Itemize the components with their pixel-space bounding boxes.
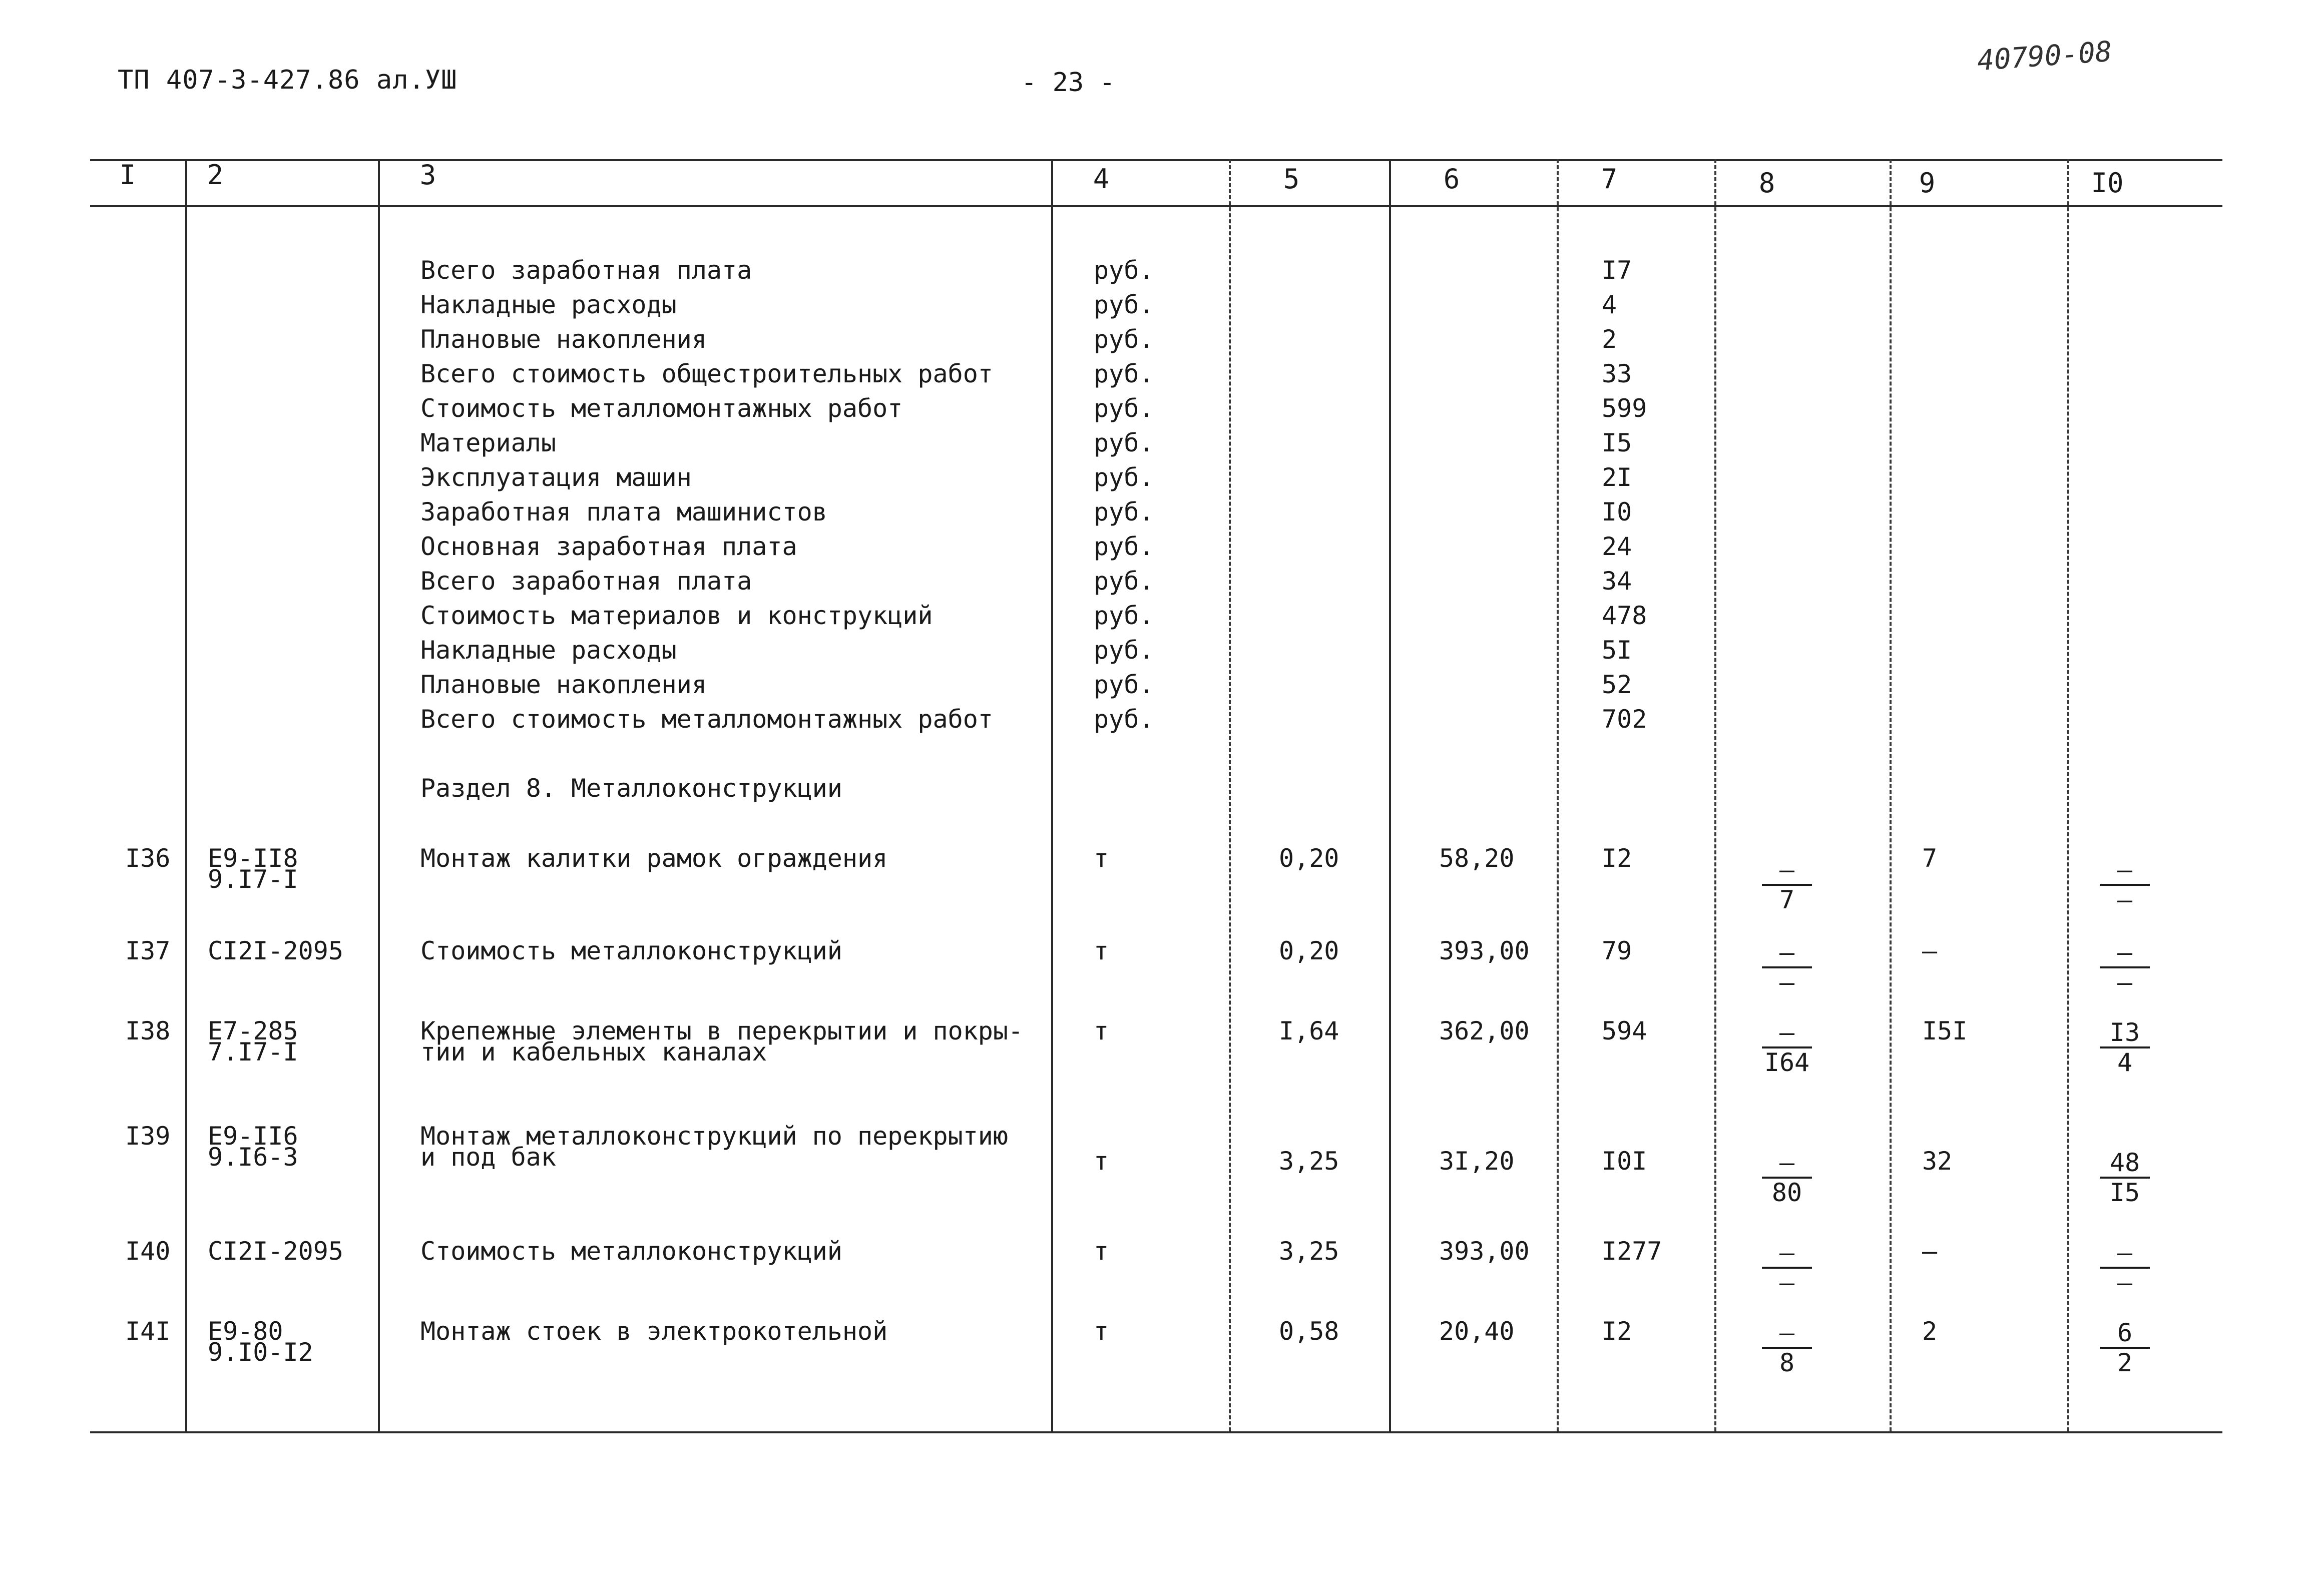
column-header-2: 2 xyxy=(207,159,224,191)
summary-unit: руб. xyxy=(1094,428,1154,457)
summary-value: 33 xyxy=(1602,359,1632,388)
col10-denominator: – xyxy=(2117,1268,2133,1297)
summary-name: Всего стоимость металломонтажных работ xyxy=(420,705,993,734)
col8-denominator: – xyxy=(1779,968,1795,997)
summary-name: Всего заработная плата xyxy=(420,567,752,596)
summary-unit: руб. xyxy=(1094,290,1154,319)
item-code: CI2I-2095 xyxy=(208,1237,343,1266)
col10-numerator: 48 xyxy=(2100,1149,2150,1179)
item-total: 594 xyxy=(1602,1016,1647,1045)
item-col9: 7 xyxy=(1922,844,1938,873)
item-code: Е9-II6 xyxy=(208,1122,298,1151)
summary-name: Эксплуатация машин xyxy=(420,463,692,492)
summary-value: 599 xyxy=(1602,394,1647,423)
item-number: I38 xyxy=(125,1016,171,1045)
column-header-7: 7 xyxy=(1601,163,1618,195)
item-price: 58,20 xyxy=(1439,844,1515,873)
col-divider-5-6 xyxy=(1389,159,1391,1431)
summary-name: Накладные расходы xyxy=(420,636,677,665)
section-title: Раздел 8. Металлоконструкции xyxy=(420,774,842,803)
item-code: CI2I-2095 xyxy=(208,936,343,965)
col10-fraction xyxy=(2100,1239,2150,1297)
col8-fraction xyxy=(1762,856,1812,914)
item-quantity: 0,20 xyxy=(1279,844,1339,873)
column-header-6: 6 xyxy=(1443,163,1460,195)
col8-fraction xyxy=(1762,1319,1812,1377)
column-header-9: 9 xyxy=(1919,167,1936,199)
col-divider-3-4 xyxy=(1051,159,1053,1431)
item-quantity: 3,25 xyxy=(1279,1237,1339,1266)
col8-denominator: 80 xyxy=(1771,1178,1802,1207)
col8-numerator: – xyxy=(1762,1239,1812,1269)
summary-name: Заработная плата машинистов xyxy=(420,497,827,526)
item-col9: I5I xyxy=(1922,1016,1968,1045)
col10-fraction xyxy=(2100,1018,2150,1077)
col8-denominator: – xyxy=(1779,1268,1795,1297)
item-price: 362,00 xyxy=(1439,1016,1530,1045)
col10-numerator: 6 xyxy=(2100,1319,2150,1349)
summary-value: 2I xyxy=(1602,463,1632,492)
item-code: Е9-80 xyxy=(208,1317,283,1346)
col8-fraction xyxy=(1762,938,1812,996)
item-code: Е9-II8 xyxy=(208,844,298,873)
col10-denominator: 4 xyxy=(2117,1048,2133,1077)
item-quantity: I,64 xyxy=(1279,1016,1339,1045)
col10-fraction xyxy=(2100,856,2150,914)
col10-fraction xyxy=(2100,1149,2150,1207)
item-price: 393,00 xyxy=(1439,1237,1530,1266)
col-divider-6-7 xyxy=(1557,159,1559,1431)
column-header-4: 4 xyxy=(1093,163,1110,195)
col8-fraction xyxy=(1762,1149,1812,1207)
col10-denominator: – xyxy=(2117,885,2133,914)
column-header-10: I0 xyxy=(2091,167,2124,199)
summary-name: Накладные расходы xyxy=(420,290,677,319)
item-number: I40 xyxy=(125,1237,171,1266)
summary-name: Плановые накопления xyxy=(420,670,707,699)
summary-value: 4 xyxy=(1602,290,1617,319)
item-unit: т xyxy=(1094,1317,1109,1346)
table-bottom-border xyxy=(90,1431,2222,1433)
summary-value: I0 xyxy=(1602,497,1632,526)
summary-value: 2 xyxy=(1602,325,1617,354)
item-price: 20,40 xyxy=(1439,1317,1515,1346)
summary-value: 5I xyxy=(1602,636,1632,665)
item-unit: т xyxy=(1094,1237,1109,1266)
summary-unit: руб. xyxy=(1094,359,1154,388)
summary-unit: руб. xyxy=(1094,463,1154,492)
col8-denominator: 7 xyxy=(1779,885,1795,914)
column-header-3: 3 xyxy=(419,159,436,191)
item-price: 3I,20 xyxy=(1439,1147,1515,1176)
col10-numerator: – xyxy=(2100,856,2150,886)
summary-value: 702 xyxy=(1602,705,1647,734)
item-total: I277 xyxy=(1602,1237,1662,1266)
col8-denominator: I64 xyxy=(1764,1048,1810,1077)
summary-unit: руб. xyxy=(1094,256,1154,285)
col-divider-8-9 xyxy=(1890,159,1892,1431)
item-total: I0I xyxy=(1602,1147,1647,1176)
col10-numerator: – xyxy=(2100,1239,2150,1269)
item-number: I39 xyxy=(125,1122,171,1151)
summary-name: Стоимость металломонтажных работ xyxy=(420,394,903,423)
item-code-secondary: 7.I7-I xyxy=(208,1037,298,1067)
col10-denominator: – xyxy=(2117,968,2133,997)
col10-denominator: 2 xyxy=(2117,1348,2133,1377)
summary-value: 52 xyxy=(1602,670,1632,699)
item-col9: – xyxy=(1922,936,1938,965)
col10-denominator: I5 xyxy=(2109,1178,2140,1207)
item-number: I36 xyxy=(125,844,171,873)
page-number: - 23 - xyxy=(1021,68,1115,98)
col-divider-2-3 xyxy=(378,159,380,1431)
summary-name: Плановые накопления xyxy=(420,325,707,354)
item-unit: т xyxy=(1094,936,1109,965)
item-name: Крепежные элементы в перекрытии и покры- xyxy=(420,1016,1024,1045)
item-col9: – xyxy=(1922,1237,1938,1266)
summary-unit: руб. xyxy=(1094,601,1154,630)
summary-name: Всего стоимость общестроительных работ xyxy=(420,359,993,388)
item-name: Монтаж металлоконструкций по перекрытию xyxy=(420,1122,1008,1151)
summary-unit: руб. xyxy=(1094,567,1154,596)
item-number: I4I xyxy=(125,1317,171,1346)
summary-unit: руб. xyxy=(1094,636,1154,665)
item-price: 393,00 xyxy=(1439,936,1530,965)
item-name-continued: тии и кабельных каналах xyxy=(420,1037,767,1067)
item-col9: 32 xyxy=(1922,1147,1953,1176)
item-unit: т xyxy=(1094,1147,1109,1176)
item-name: Стоимость металлоконструкций xyxy=(420,936,842,965)
summary-unit: руб. xyxy=(1094,532,1154,561)
col-divider-7-8 xyxy=(1714,159,1716,1431)
col8-fraction xyxy=(1762,1239,1812,1297)
col8-numerator: – xyxy=(1762,1018,1812,1048)
col-divider-4-5 xyxy=(1229,159,1231,1431)
summary-value: 478 xyxy=(1602,601,1647,630)
summary-name: Стоимость материалов и конструкций xyxy=(420,601,933,630)
summary-value: I7 xyxy=(1602,256,1632,285)
summary-value: 34 xyxy=(1602,567,1632,596)
item-col9: 2 xyxy=(1922,1317,1938,1346)
col8-fraction xyxy=(1762,1018,1812,1077)
col-divider-1-2 xyxy=(185,159,187,1431)
item-name-continued: и под бак xyxy=(420,1143,556,1172)
col10-numerator: I3 xyxy=(2100,1018,2150,1048)
item-total: I2 xyxy=(1602,1317,1632,1346)
summary-value: I5 xyxy=(1602,428,1632,457)
col10-fraction xyxy=(2100,1319,2150,1377)
item-total: 79 xyxy=(1602,936,1632,965)
summary-name: Всего заработная плата xyxy=(420,256,752,285)
item-name: Монтаж стоек в электрокотельной xyxy=(420,1317,888,1346)
item-quantity: 3,25 xyxy=(1279,1147,1339,1176)
item-code-secondary: 9.I7-I xyxy=(208,865,298,894)
item-quantity: 0,20 xyxy=(1279,936,1339,965)
col10-fraction xyxy=(2100,938,2150,996)
summary-name: Основная заработная плата xyxy=(420,532,797,561)
summary-value: 24 xyxy=(1602,532,1632,561)
summary-unit: руб. xyxy=(1094,497,1154,526)
header-bottom-border xyxy=(90,205,2222,207)
col-divider-9-10 xyxy=(2067,159,2069,1431)
summary-unit: руб. xyxy=(1094,394,1154,423)
col8-numerator: – xyxy=(1762,1149,1812,1179)
item-quantity: 0,58 xyxy=(1279,1317,1339,1346)
item-name: Монтаж калитки рамок ограждения xyxy=(420,844,888,873)
handwritten-number: 40790-08 xyxy=(1976,35,2113,78)
column-header-5: 5 xyxy=(1283,163,1300,195)
item-unit: т xyxy=(1094,1016,1109,1045)
summary-unit: руб. xyxy=(1094,705,1154,734)
summary-name: Материалы xyxy=(420,428,556,457)
col8-numerator: – xyxy=(1762,856,1812,886)
item-code: Е7-285 xyxy=(208,1016,298,1045)
col8-numerator: – xyxy=(1762,1319,1812,1349)
summary-unit: руб. xyxy=(1094,325,1154,354)
column-header-1: I xyxy=(119,159,136,191)
column-header-8: 8 xyxy=(1758,167,1775,199)
col8-numerator: – xyxy=(1762,938,1812,968)
item-code-secondary: 9.I6-3 xyxy=(208,1143,298,1172)
item-unit: т xyxy=(1094,844,1109,873)
item-code-secondary: 9.I0-I2 xyxy=(208,1338,313,1367)
col8-denominator: 8 xyxy=(1779,1348,1795,1377)
document-code: ТП 407-3-427.86 ал.УШ xyxy=(118,65,457,95)
summary-unit: руб. xyxy=(1094,670,1154,699)
col10-numerator: – xyxy=(2100,938,2150,968)
item-number: I37 xyxy=(125,936,171,965)
item-total: I2 xyxy=(1602,844,1632,873)
item-name: Стоимость металлоконструкций xyxy=(420,1237,842,1266)
